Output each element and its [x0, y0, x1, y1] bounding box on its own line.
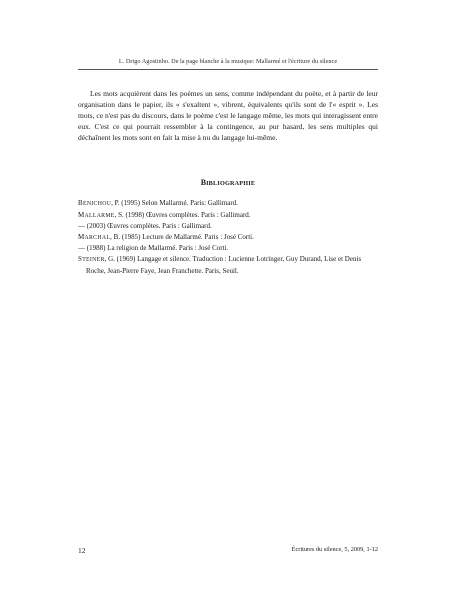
body-paragraph: Les mots acquièrent dans les poèmes un sens, comme indépendant du poète, et à partir de leur organisation dans le papier, ils « s'exaltent », vibrent, équivalents qu'ils sont de l'« esprit ». Les mots, ce n'est pas du discours, dans le poème c'est le langage même, les mots qui interagissent entre eux. C'est ce qui pourrait ressembler à la contingence, au pur hasard, les sens multiples qui déchaînent les mots sont en fait la mise à nu du langage lui-même. [78, 89, 378, 143]
bibliography-list [78, 198, 378, 276]
header-rule [78, 69, 378, 70]
bibliography-entry [78, 221, 378, 232]
running-header: L. Drigo Agostinho. De la page blanche à la musique: Mallarmé et l'écriture du silence [118, 58, 338, 65]
entry-details: , P. (1995) Selon Mallarmé. Paris: Gallimard. [111, 199, 238, 207]
entry-author: MARCHAL [78, 232, 111, 241]
entry-details: , G. (1969) Langage et silence. Traduction : Lucienne Lotringer, Guy Durand, Lise et Denis Roche, Jean-Pierre Faye, Jean Franchette. Paris, Seuil. [86, 254, 362, 275]
bibliography-heading [78, 178, 378, 187]
bibliography-entry [78, 198, 378, 210]
entry-author: BENICHOU [78, 199, 112, 207]
entry-author: MALLARME [78, 210, 115, 219]
entry-details: , S. (1998) Œuvres complètes. Paris : Gallimard. [114, 210, 251, 219]
journal-citation: Écritures du silence, 5, 2009, 1-12 [291, 546, 378, 553]
bibliography-heading-rest: IBLIOGRAPHIE [206, 180, 256, 187]
bibliography-heading-initial: B [200, 178, 207, 187]
bibliography-entry [78, 232, 378, 244]
page-number: 12 [78, 546, 86, 555]
bibliography-entry [78, 254, 378, 276]
bibliography-entry [78, 243, 378, 254]
entry-details: — (1988) La religion de Mallarmé. Paris : José Corti. [78, 244, 229, 253]
entry-details: — (2003) Œuvres complètes. Paris : Gallimard. [78, 222, 212, 231]
entry-details: , B. (1985) Lecture de Mallarmé. Paris : José Corti. [110, 232, 254, 241]
entry-author: STEINER [78, 254, 105, 263]
bibliography-entry [78, 210, 378, 222]
